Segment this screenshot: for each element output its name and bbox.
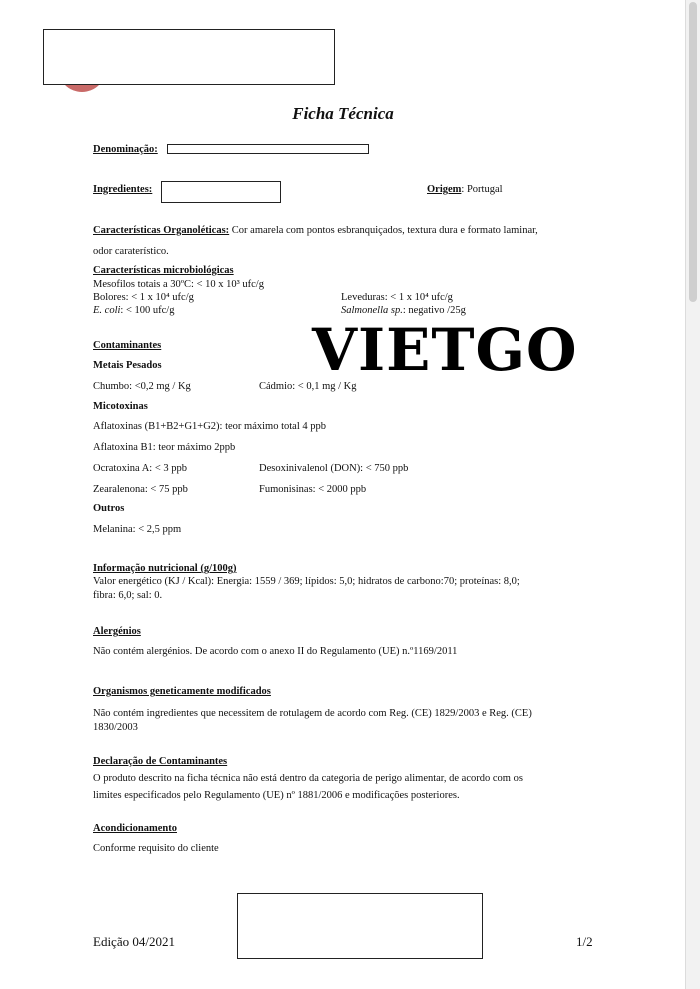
ecoli-name: E. coli <box>93 305 121 316</box>
metais-pesados-label: Metais Pesados <box>93 360 162 371</box>
edicao-text: Edição 04/2021 <box>93 934 175 949</box>
redacted-footer-box <box>237 893 483 959</box>
organoleticas-text: Cor amarela com pontos esbranquiçados, textura dura e formato laminar, <box>229 225 538 236</box>
organoleticas-line2: odor caraterístico. <box>93 246 169 257</box>
origem-label: Origem <box>427 184 462 195</box>
redacted-header-box <box>43 29 335 85</box>
ecoli-value: : < 100 ufc/g <box>120 305 175 316</box>
don-text: Desoxinivalenol (DON): < 750 ppb <box>259 463 409 474</box>
microbiologicas-label: Características microbiológicas <box>93 265 234 276</box>
page-number: 1/2 <box>576 934 593 949</box>
page-title: Ficha Técnica <box>292 104 394 123</box>
vietgo-watermark: VIETGO <box>312 316 578 384</box>
origem-row <box>427 184 503 195</box>
mesofilos-text: Mesofilos totais a 30ºC: < 10 x 10³ ufc/g <box>93 279 264 290</box>
organoleticas-label: Características Organoléticas: <box>93 225 230 236</box>
leveduras-text: Leveduras: < 1 x 10⁴ ufc/g <box>341 292 453 303</box>
ingredientes-label: Ingredientes: <box>93 184 153 195</box>
nutricional-line2: fibra: 6,0; sal: 0. <box>93 590 163 601</box>
denominacao-label: Denominação: <box>93 144 158 155</box>
redacted-ingredientes <box>161 181 281 203</box>
bolores-text: Bolores: < 1 x 10⁴ ufc/g <box>93 292 194 303</box>
acondicionamento-text: Conforme requisito do cliente <box>93 843 219 854</box>
aflatoxinas-total-text: Aflatoxinas (B1+B2+G1+G2): teor máximo total 4 ppb <box>93 421 326 432</box>
zearalenona-text: Zearalenona: < 75 ppb <box>93 484 188 495</box>
chumbo-text: Chumbo: <0,2 mg / Kg <box>93 381 191 392</box>
salmonella-row <box>341 305 466 316</box>
alergenios-label: Alergénios <box>93 626 141 637</box>
cadmio-text: Cádmio: < 0,1 mg / Kg <box>259 381 357 392</box>
ocratoxina-text: Ocratoxina A: < 3 ppb <box>93 463 187 474</box>
organoleticas-line1 <box>93 225 538 236</box>
vertical-scrollbar[interactable] <box>685 0 700 989</box>
ecoli-row <box>93 305 174 316</box>
origem-value: : Portugal <box>461 184 503 195</box>
contaminantes-label: Contaminantes <box>93 340 162 351</box>
ogm-line2: 1830/2003 <box>93 722 138 733</box>
salmonella-value: : negativo /25g <box>402 305 466 316</box>
alergenios-text: Não contém alergénios. De acordo com o anexo II do Regulamento (UE) n.º1169/2011 <box>93 646 458 657</box>
declaracao-line1: O produto descrito na ficha técnica não está dentro da categoria de perigo alimentar, de acordo com os <box>93 773 523 784</box>
nutricional-line1: Valor energético (KJ / Kcal): Energia: 1559 / 369; lípidos: 5,0; hidratos de carbono:70; proteínas: 8,0; <box>93 576 520 587</box>
ogm-label: Organismos geneticamente modificados <box>93 686 271 697</box>
redacted-denominacao <box>167 144 369 154</box>
ogm-line1: Não contém ingredientes que necessitem de rotulagem de acordo com Reg. (CE) 1829/2003 e Reg. (CE) <box>93 708 532 719</box>
declaracao-line2: limites especificados pelo Regulamento (UE) nº 1881/2006 e modificações posteriores. <box>93 790 460 801</box>
scrollbar-thumb[interactable] <box>689 2 697 302</box>
micotoxinas-label: Micotoxinas <box>93 401 148 412</box>
nutricional-label: Informação nutricional (g/100g) <box>93 563 237 574</box>
acondicionamento-label: Acondicionamento <box>93 823 177 834</box>
fumonisinas-text: Fumonisinas: < 2000 ppb <box>259 484 367 495</box>
melanina-text: Melanina: < 2,5 ppm <box>93 524 182 535</box>
outros-label: Outros <box>93 503 125 514</box>
salmonella-name: Salmonella sp. <box>341 305 403 316</box>
aflatoxina-b1-text: Aflatoxina B1: teor máximo 2ppb <box>93 442 236 453</box>
declaracao-label: Declaração de Contaminantes <box>93 756 228 767</box>
